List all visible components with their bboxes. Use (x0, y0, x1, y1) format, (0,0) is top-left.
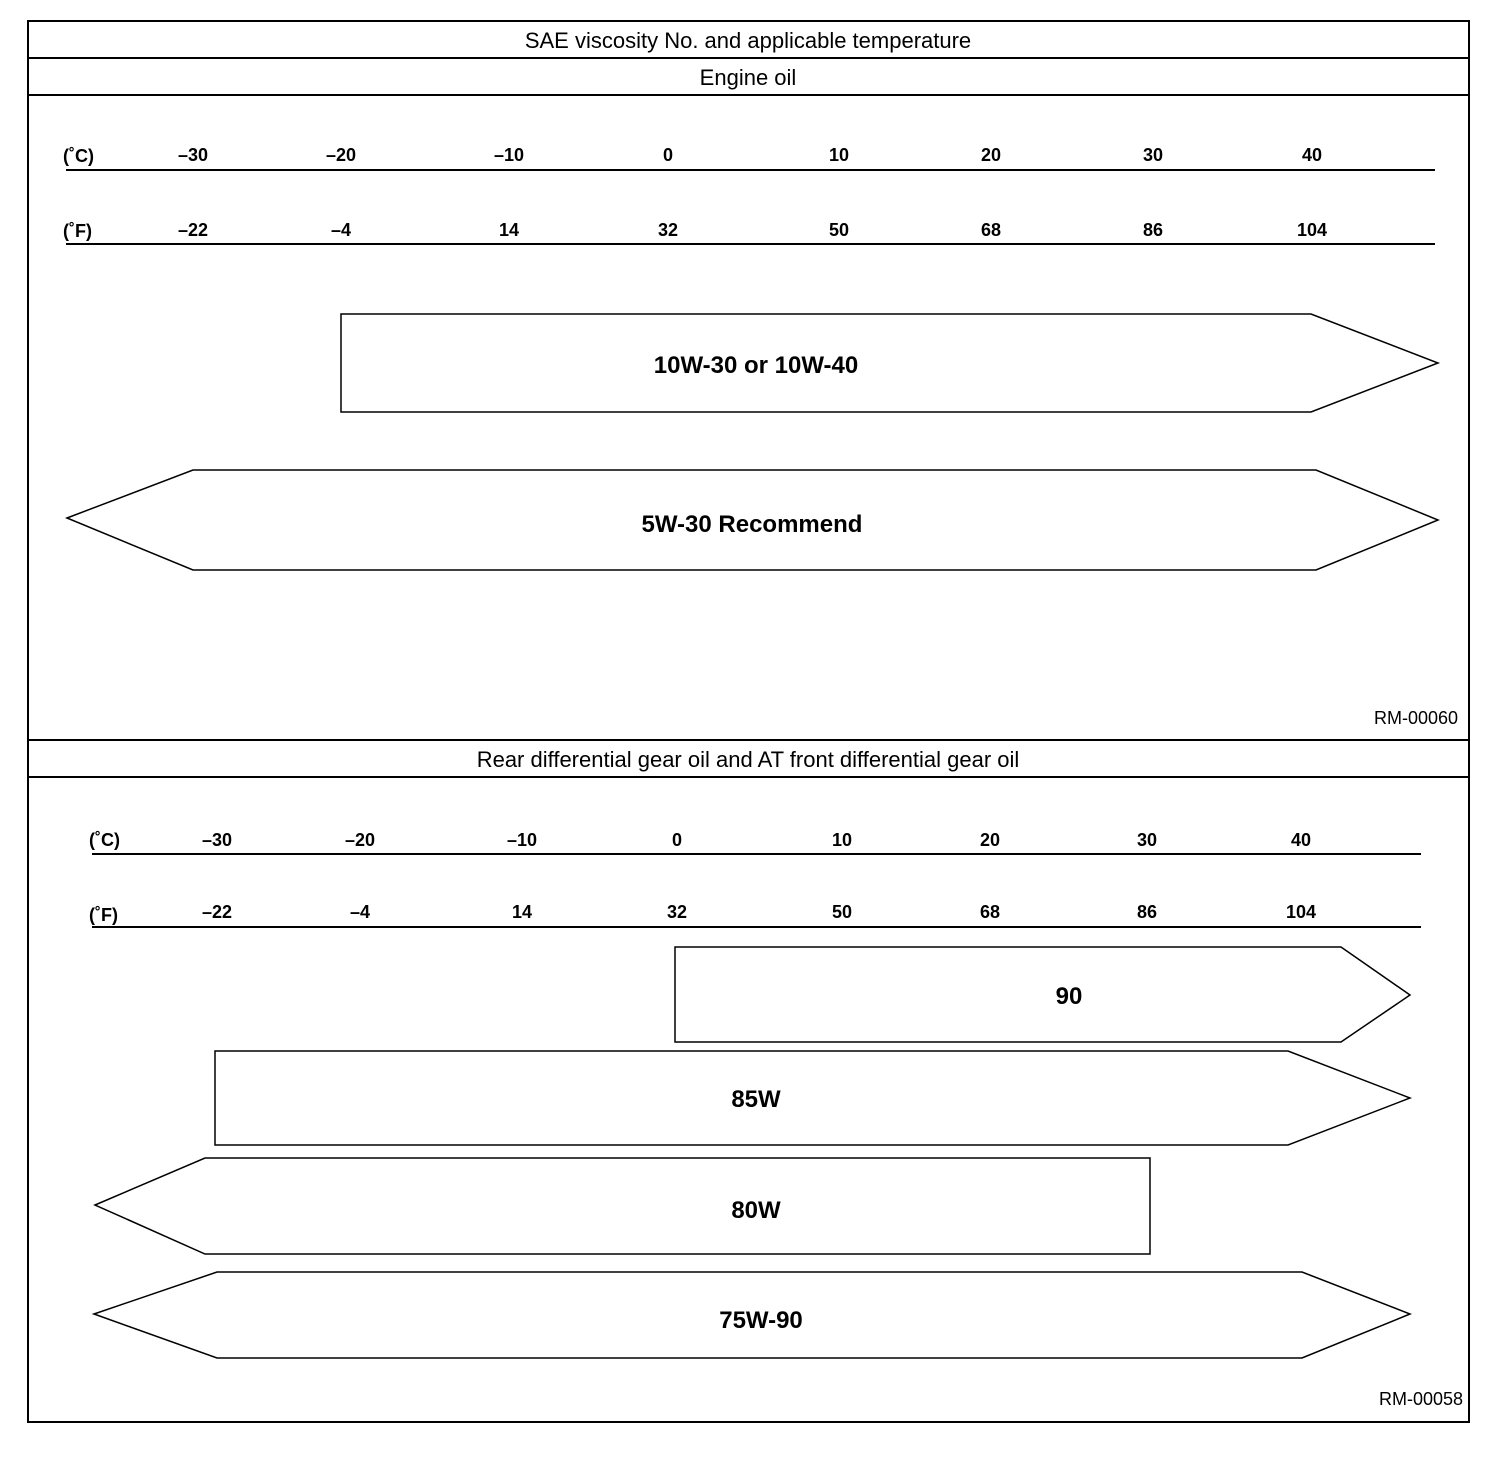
engine-celsius-ticks (178, 145, 1322, 165)
gear-oil-title: Rear differential gear oil and AT front differential gear oil (476, 747, 1020, 772)
engine-oil-title: Engine oil (699, 65, 797, 90)
engine-band-label: 10W-30 or 10W-40 (653, 352, 859, 379)
tick-label: 30 (1142, 145, 1164, 165)
gear-band-85w (215, 1051, 1410, 1145)
engine-fahrenheit-ticks (178, 220, 1327, 240)
engine-celsius-unit: (˚C) (63, 146, 94, 166)
tick-label: 20 (979, 830, 1001, 850)
gear-band-90 (675, 947, 1410, 1042)
tick-label: 14 (498, 220, 520, 240)
gear-figure-code: RM-00058 (1378, 1389, 1463, 1409)
gear-band-label: 75W-90 (719, 1307, 803, 1334)
engine-band-label: 5W-30 Recommend (641, 511, 863, 538)
tick-label: –22 (177, 220, 209, 240)
gear-celsius-unit: (˚C) (89, 830, 120, 850)
tick-label: 0 (662, 145, 674, 165)
tick-label: 32 (666, 902, 688, 922)
gear-band-label: 85W (731, 1086, 781, 1113)
tick-label: –20 (344, 830, 376, 850)
engine-figure-code: RM-00060 (1373, 708, 1458, 728)
gear-fahrenheit-ticks (202, 902, 1316, 922)
tick-label: 50 (831, 902, 853, 922)
tick-label: 104 (1296, 220, 1328, 240)
tick-label: –4 (330, 220, 352, 240)
tick-label: –30 (201, 830, 233, 850)
engine-fahrenheit-unit: (˚F) (63, 221, 92, 241)
gear-band-label: 80W (731, 1197, 781, 1224)
tick-label: 50 (828, 220, 850, 240)
tick-label: 30 (1136, 830, 1158, 850)
tick-label: 14 (511, 902, 533, 922)
engine-band-10w30-10w40 (341, 314, 1438, 412)
gear-fahrenheit-unit: (˚F) (89, 905, 118, 925)
tick-label: –10 (506, 830, 538, 850)
tick-label: 20 (980, 145, 1002, 165)
tick-label: 68 (980, 220, 1002, 240)
tick-label: 10 (831, 830, 853, 850)
tick-label: 86 (1142, 220, 1164, 240)
tick-label: 10 (828, 145, 850, 165)
table-title: SAE viscosity No. and applicable temperature (524, 28, 972, 53)
tick-label: 104 (1285, 902, 1317, 922)
tick-label: –30 (177, 145, 209, 165)
tick-label: 40 (1290, 830, 1312, 850)
gear-band-80w (95, 1158, 1150, 1254)
tick-label: 86 (1136, 902, 1158, 922)
tick-label: 32 (657, 220, 679, 240)
tick-label: 40 (1301, 145, 1323, 165)
tick-label: 0 (671, 830, 683, 850)
tick-label: –22 (201, 902, 233, 922)
tick-label: –10 (493, 145, 525, 165)
tick-label: –4 (349, 902, 371, 922)
tick-label: –20 (325, 145, 357, 165)
tick-label: 68 (979, 902, 1001, 922)
gear-band-label: 90 (1055, 983, 1083, 1010)
gear-celsius-ticks (202, 830, 1311, 850)
